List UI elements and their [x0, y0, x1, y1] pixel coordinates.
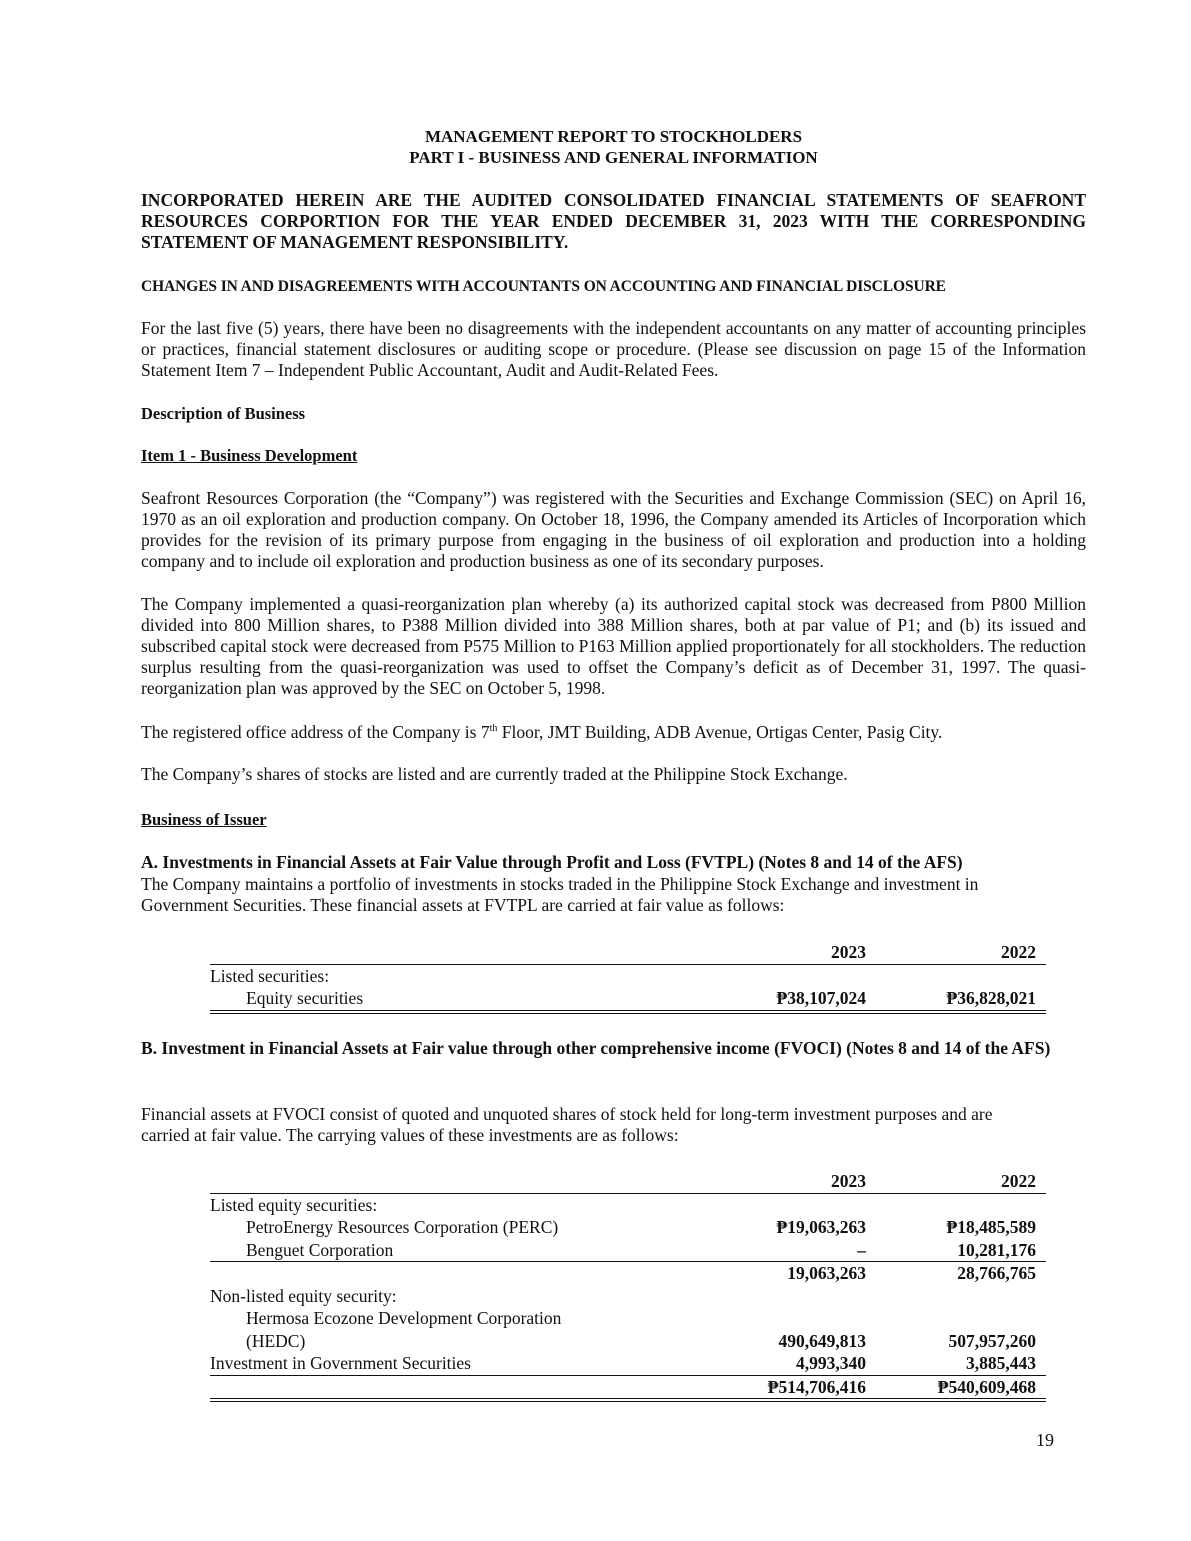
- fvoci-hedc-name-row: [210, 1307, 1046, 1330]
- fvoci-listed-row: [210, 1193, 1046, 1216]
- fvtpl-equity-2022: ₱36,828,021: [911, 987, 1046, 1012]
- changes-heading: CHANGES IN AND DISAGREEMENTS WITH ACCOUNTANTS ON ACCOUNTING AND FINANCIAL DISCLOSURE: [141, 278, 946, 295]
- fvoci-header-row: [210, 1170, 1046, 1193]
- section-a-text: The Company maintains a portfolio of investments in stocks traded in the Philippine Stock Exchange and investment in Government Securities. These financial assets at FVTPL are carried at fair value as follows:: [141, 874, 979, 915]
- fvoci-total-2023: ₱514,706,416: [741, 1375, 876, 1400]
- fvtpl-header-row: [210, 941, 1046, 964]
- fvoci-total-row: [210, 1375, 1046, 1400]
- section-b-text: Financial assets at FVOCI consist of quoted and unquoted shares of stock held for long-term investment purposes and are carried at fair value. The carrying values of these investments are as follows:: [141, 1104, 993, 1145]
- fvoci-perc-2023: ₱19,063,263: [776, 1217, 866, 1237]
- page-number: 19: [1036, 1430, 1054, 1450]
- fvoci-subtotal-2023: 19,063,263: [787, 1263, 866, 1283]
- fvoci-hedc-2022: 507,957,260: [948, 1330, 1036, 1351]
- fvoci-total-2022: ₱540,609,468: [911, 1375, 1046, 1400]
- fvoci-benguet-2022: 10,281,176: [911, 1239, 1046, 1262]
- fvoci-hedc-label-line1: Hermosa Ecozone Development Corporation: [246, 1308, 562, 1328]
- intro-statement: INCORPORATED HEREIN ARE THE AUDITED CONSOLIDATED FINANCIAL STATEMENTS OF SEAFRONT RESOURCES CORPORTION FOR THE YEAR ENDED DECEMBER 31, 2023 WITH THE CORRESPONDING STATEMENT OF MANAGEMENT RESPONSIBILITY.: [141, 190, 1086, 252]
- fvtpl-equity-label: Equity securities: [210, 987, 741, 1012]
- item1-heading: Item 1 - Business Development: [141, 446, 358, 465]
- fvoci-year-2022: 2022: [911, 1170, 1046, 1193]
- fvtpl-equity-row: [210, 987, 1046, 1012]
- fvtpl-group-label: Listed securities:: [210, 965, 330, 986]
- office-text-after: Floor, JMT Building, ADB Avenue, Ortigas Center, Pasig City.: [497, 722, 943, 742]
- fvoci-nonlisted-label: Non-listed equity security:: [210, 1285, 397, 1306]
- office-text-before: The registered office address of the Company is 7: [141, 722, 490, 742]
- fvoci-hedc-row: [210, 1330, 1046, 1353]
- business-of-issuer-heading: Business of Issuer: [141, 810, 267, 829]
- fvoci-perc-label: PetroEnergy Resources Corporation (PERC): [246, 1217, 559, 1237]
- fvoci-benguet-label: Benguet Corporation: [210, 1239, 741, 1262]
- fvoci-govt-row: [210, 1352, 1046, 1375]
- fvtpl-group-row: [210, 964, 1046, 987]
- fvoci-benguet-2023: –: [741, 1239, 876, 1262]
- fvoci-subtotal-row: [210, 1262, 1046, 1285]
- report-title: [141, 126, 1086, 168]
- fvoci-nonlisted-row: [210, 1285, 1046, 1308]
- fvtpl-table: [210, 941, 1046, 1014]
- section-b-heading: B. Investment in Financial Assets at Fair value through other comprehensive income (FVOCI) (Notes 8 and 14 of the AFS): [141, 1038, 1051, 1058]
- fvoci-hedc-2023: 490,649,813: [778, 1330, 866, 1351]
- fvoci-perc-row: [210, 1216, 1046, 1239]
- fvoci-table: [210, 1170, 1046, 1402]
- fvtpl-year-2023: 2023: [741, 941, 876, 964]
- fvoci-listed-label: Listed equity securities:: [210, 1194, 378, 1215]
- changes-paragraph: For the last five (5) years, there have been no disagreements with the independent accountants on any matter of accounting principles or practices, financial statement disclosures or auditing scope or procedure. (Please see discussion on page 15 of the Information Statement Item 7 – Independent Public Accountant, Audit and Audit-Related Fees.: [141, 318, 1086, 380]
- fvoci-govt-2022: 3,885,443: [911, 1352, 1046, 1375]
- business-development-paragraph-2: The Company implemented a quasi-reorganization plan whereby (a) its authorized capital stock was decreased from P800 Million divided into 800 Million shares, to P388 Million divided into 388 Million shares, both at par value of P1; and (b) its issued and subscribed capital stock were decreased from P575 Million to P163 Million applied proportionately for all stockholders. The reduction surplus resulting from the quasi-reorganization was used to offset the Company’s deficit as of December 31, 1997. The quasi-reorganization plan was approved by the SEC on October 5, 1998.: [141, 594, 1086, 698]
- fvoci-subtotal-2022: 28,766,765: [957, 1263, 1036, 1283]
- fvoci-benguet-row: [210, 1239, 1046, 1262]
- fvtpl-year-2022: 2022: [911, 941, 1046, 964]
- report-title-line2: PART I - BUSINESS AND GENERAL INFORMATION: [409, 148, 818, 167]
- business-development-paragraph-1: Seafront Resources Corporation (the “Company”) was registered with the Securities and Exchange Commission (SEC) on April 16, 1970 as an oil exploration and production company. On October 18, 1996, the Company amended its Articles of Incorporation which provides for the revision of its primary purpose from engaging in the business of oil exploration and production into a holding company and to include oil exploration and production business as one of its secondary purposes.: [141, 488, 1086, 571]
- report-title-line1: MANAGEMENT REPORT TO STOCKHOLDERS: [424, 127, 803, 146]
- description-heading: Description of Business: [141, 404, 306, 423]
- office-text-superscript: th: [489, 723, 498, 735]
- fvoci-govt-label: Investment in Government Securities: [210, 1352, 741, 1375]
- registered-office-paragraph: [141, 722, 1086, 743]
- fvtpl-equity-2023: ₱38,107,024: [741, 987, 876, 1012]
- fvoci-hedc-label-line2: (HEDC): [246, 1330, 306, 1351]
- listing-paragraph: The Company’s shares of stocks are listed and are currently traded at the Philippine Stock Exchange.: [141, 764, 848, 784]
- section-a-heading: A. Investments in Financial Assets at Fair Value through Profit and Loss (FVTPL) (Notes 8 and 14 of the AFS): [141, 852, 963, 872]
- fvoci-perc-2022: ₱18,485,589: [946, 1217, 1036, 1237]
- fvoci-govt-2023: 4,993,340: [741, 1352, 876, 1375]
- fvoci-year-2023: 2023: [741, 1170, 876, 1193]
